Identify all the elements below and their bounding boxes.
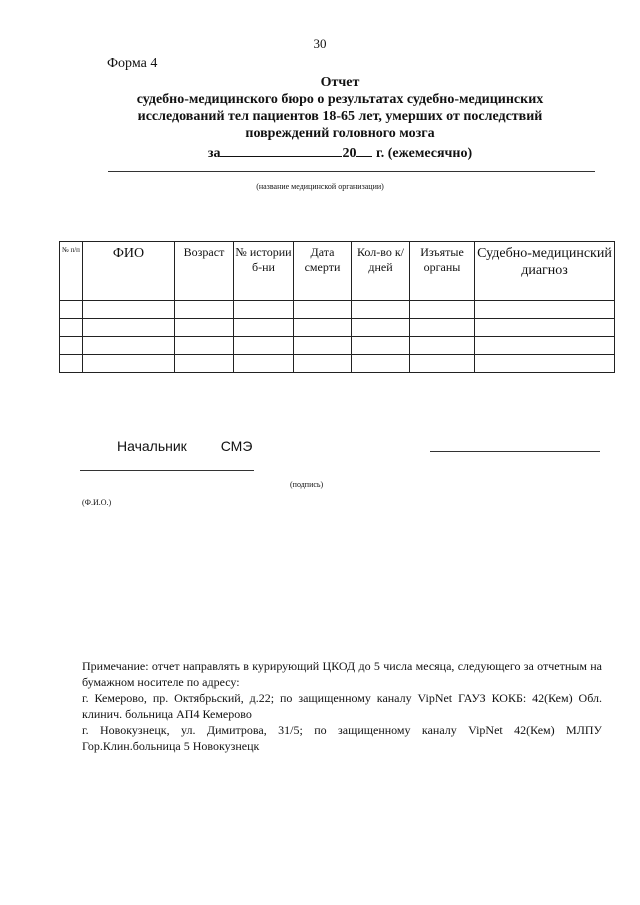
table-cell[interactable] xyxy=(410,319,475,337)
table-cell[interactable] xyxy=(352,319,410,337)
period-suffix: г. (ежемесячно) xyxy=(375,146,473,161)
table-cell[interactable] xyxy=(234,319,294,337)
name-line[interactable] xyxy=(80,470,254,471)
page-number: 30 xyxy=(313,36,327,51)
table-cell[interactable] xyxy=(475,319,615,337)
table-cell[interactable] xyxy=(83,319,175,337)
period-prefix: за xyxy=(207,146,221,161)
fio-caption: (Ф.И.О.) xyxy=(82,498,112,507)
column-header-death-date: Дата смерти xyxy=(294,242,352,301)
table-row xyxy=(60,319,615,337)
table-cell[interactable] xyxy=(352,337,410,355)
column-header-age: Возраст xyxy=(175,242,234,301)
column-header-number: № п/п xyxy=(60,242,83,301)
table-cell[interactable] xyxy=(410,337,475,355)
report-title-line-2: судебно-медицинского бюро о результатах судебно-медицинских xyxy=(136,92,544,107)
table-cell[interactable] xyxy=(175,319,234,337)
column-header-organs: Изъятые органы xyxy=(410,242,475,301)
reporting-period xyxy=(40,143,640,162)
table-cell[interactable] xyxy=(294,337,352,355)
table-row xyxy=(60,301,615,319)
form-label: Форма 4 xyxy=(107,56,158,71)
report-title-line-3: исследований тел пациентов 18-65 лет, умерших от последствий xyxy=(137,109,543,124)
table-cell[interactable] xyxy=(352,301,410,319)
table-cell[interactable] xyxy=(175,337,234,355)
column-header-diagnosis: Судебно-медицинский диагноз xyxy=(475,242,615,301)
table-cell[interactable] xyxy=(475,337,615,355)
report-table xyxy=(59,241,615,373)
organization-caption: (название медицинской организации) xyxy=(256,182,384,191)
year-blank-field[interactable] xyxy=(356,143,372,157)
table-cell[interactable] xyxy=(83,337,175,355)
note-paragraph: Примечание: отчет направлять в курирующий ЦКОД до 5 числа месяца, следующего за отчетным на бумажном носителе по адресу: xyxy=(82,659,602,689)
report-title-line-4: повреждений головного мозга xyxy=(245,126,435,141)
table-cell[interactable] xyxy=(234,337,294,355)
signature-caption: (подпись) xyxy=(290,480,324,489)
table-cell[interactable] xyxy=(175,301,234,319)
table-cell[interactable] xyxy=(60,355,83,373)
table-cell[interactable] xyxy=(60,337,83,355)
table-cell[interactable] xyxy=(475,301,615,319)
table-cell[interactable] xyxy=(60,301,83,319)
note-block xyxy=(82,658,602,754)
table-row xyxy=(60,337,615,355)
signatory-position: Начальник СМЭ xyxy=(117,438,253,454)
table-cell[interactable] xyxy=(475,355,615,373)
column-header-case-history: № истории б-ни xyxy=(234,242,294,301)
table-cell[interactable] xyxy=(410,301,475,319)
table-cell[interactable] xyxy=(83,301,175,319)
period-blank-field[interactable] xyxy=(220,143,342,157)
table-cell[interactable] xyxy=(60,319,83,337)
table-cell[interactable] xyxy=(294,355,352,373)
table-cell[interactable] xyxy=(294,319,352,337)
organization-name-field[interactable] xyxy=(108,171,595,172)
table-cell[interactable] xyxy=(294,301,352,319)
table-cell[interactable] xyxy=(234,301,294,319)
report-title: Отчет xyxy=(320,75,360,90)
table-cell[interactable] xyxy=(175,355,234,373)
column-header-fio: ФИО xyxy=(83,242,175,301)
note-address-novokuznetsk: г. Новокузнецк, ул. Димитрова, 31/5; по защищенному каналу VipNet 42(Кем) МЛПУ Гор.Клин.больница 5 Новокузнецк xyxy=(82,723,602,753)
table-cell[interactable] xyxy=(352,355,410,373)
table-cell[interactable] xyxy=(234,355,294,373)
table-cell[interactable] xyxy=(83,355,175,373)
signature-line[interactable] xyxy=(430,451,600,452)
period-year-prefix: 20 xyxy=(342,146,357,161)
table-cell[interactable] xyxy=(410,355,475,373)
table-row xyxy=(60,355,615,373)
column-header-bed-days: Кол-во к/дней xyxy=(352,242,410,301)
note-address-kemerovo: г. Кемерово, пр. Октябрьский, д.22; по защищенному каналу VipNet ГАУЗ КОКБ: 42(Кем) Обл. клинич. больница АП4 Кемерово xyxy=(82,691,602,721)
